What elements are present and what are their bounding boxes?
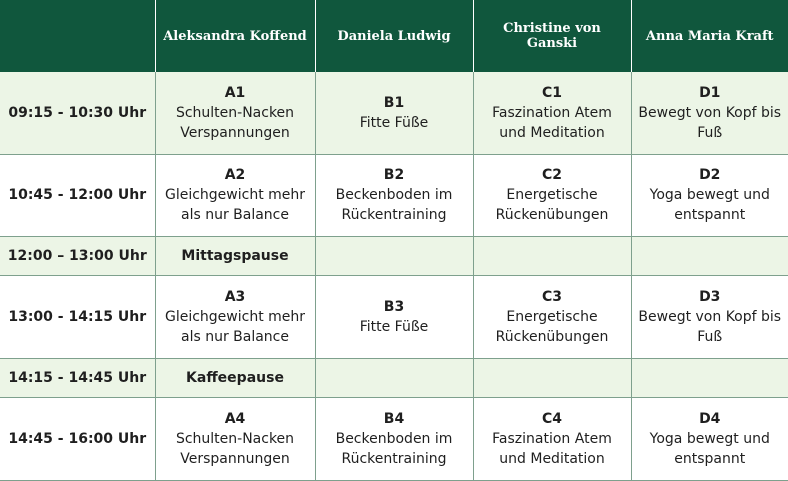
session-title: Fitte Füße: [359, 114, 429, 131]
session-title: Bewegt von Kopf bis Fuß: [638, 309, 782, 346]
time-slot: 10:45 - 12:00 Uhr: [0, 154, 155, 237]
empty-cell: [631, 359, 788, 398]
schedule-row: [0, 276, 788, 359]
session-title: Yoga bewegt und entspannt: [649, 431, 770, 468]
time-slot: 14:45 - 16:00 Uhr: [0, 398, 155, 481]
session-title: Beckenboden im Rückentraining: [335, 187, 453, 224]
session-code: C4: [541, 411, 562, 428]
session-title: Beckenboden im Rückentraining: [335, 431, 453, 468]
session-code: D2: [699, 167, 721, 184]
session-title: Bewegt von Kopf bis Fuß: [638, 104, 782, 141]
session-cell: [631, 398, 788, 481]
session-code: C2: [541, 167, 562, 184]
session-code: A1: [224, 84, 246, 101]
session-code: B2: [383, 167, 405, 184]
session-cell: [473, 276, 631, 359]
empty-cell: [315, 237, 473, 276]
pause-label: Mittagspause: [155, 237, 315, 276]
session-title: Faszination Atem und Meditation: [492, 431, 612, 468]
empty-cell: [315, 359, 473, 398]
session-cell: [315, 398, 473, 481]
session-cell: [473, 398, 631, 481]
pause-label: Kaffeepause: [155, 359, 315, 398]
schedule-row: [0, 154, 788, 237]
session-title: Gleichgewicht mehr als nur Balance: [164, 309, 306, 346]
session-cell: [155, 72, 315, 154]
session-code: D4: [699, 411, 721, 428]
speaker-header-anna-maria-kraft: Anna Maria Kraft: [631, 0, 788, 72]
time-slot: 14:15 - 14:45 Uhr: [0, 359, 155, 398]
empty-cell: [473, 237, 631, 276]
speaker-header-christine-von-ganski: Christine von Ganski: [473, 0, 631, 72]
session-title: Schulten-Nacken Verspannungen: [175, 104, 295, 141]
session-cell: [155, 154, 315, 237]
session-cell: [631, 276, 788, 359]
empty-cell: [473, 359, 631, 398]
session-title: Schulten-Nacken Verspannungen: [175, 431, 295, 468]
pause-row: [0, 359, 788, 398]
session-code: A4: [224, 411, 246, 428]
session-code: A2: [224, 167, 246, 184]
time-slot: 09:15 - 10:30 Uhr: [0, 72, 155, 154]
session-cell: [473, 154, 631, 237]
empty-cell: [631, 237, 788, 276]
session-title: Yoga bewegt und entspannt: [649, 187, 770, 224]
session-code: D1: [699, 84, 721, 101]
session-cell: [315, 154, 473, 237]
corner-cell: [0, 0, 155, 72]
session-title: Gleichgewicht mehr als nur Balance: [164, 187, 306, 224]
speaker-header-aleksandra-koffend: Aleksandra Koffend: [155, 0, 315, 72]
time-slot: 13:00 - 14:15 Uhr: [0, 276, 155, 359]
session-cell: [473, 72, 631, 154]
session-code: C3: [541, 289, 562, 306]
session-cell: [631, 154, 788, 237]
session-code: B4: [383, 411, 405, 428]
session-cell: [155, 398, 315, 481]
session-title: Energetische Rückenübungen: [495, 309, 609, 346]
pause-row: [0, 237, 788, 276]
session-code: A3: [224, 289, 246, 306]
session-cell: [155, 276, 315, 359]
schedule-row: [0, 72, 788, 154]
session-code: B1: [383, 94, 405, 111]
session-title: Fitte Füße: [359, 319, 429, 336]
session-cell: [631, 72, 788, 154]
session-code: B3: [383, 299, 405, 316]
header-row: [0, 0, 788, 72]
session-title: Faszination Atem und Meditation: [492, 104, 612, 141]
speaker-header-daniela-ludwig: Daniela Ludwig: [315, 0, 473, 72]
time-slot: 12:00 – 13:00 Uhr: [0, 237, 155, 276]
schedule-row: [0, 398, 788, 481]
session-code: C1: [541, 84, 562, 101]
session-code: D3: [699, 289, 721, 306]
session-cell: [315, 276, 473, 359]
session-title: Energetische Rückenübungen: [495, 187, 609, 224]
session-cell: [315, 72, 473, 154]
